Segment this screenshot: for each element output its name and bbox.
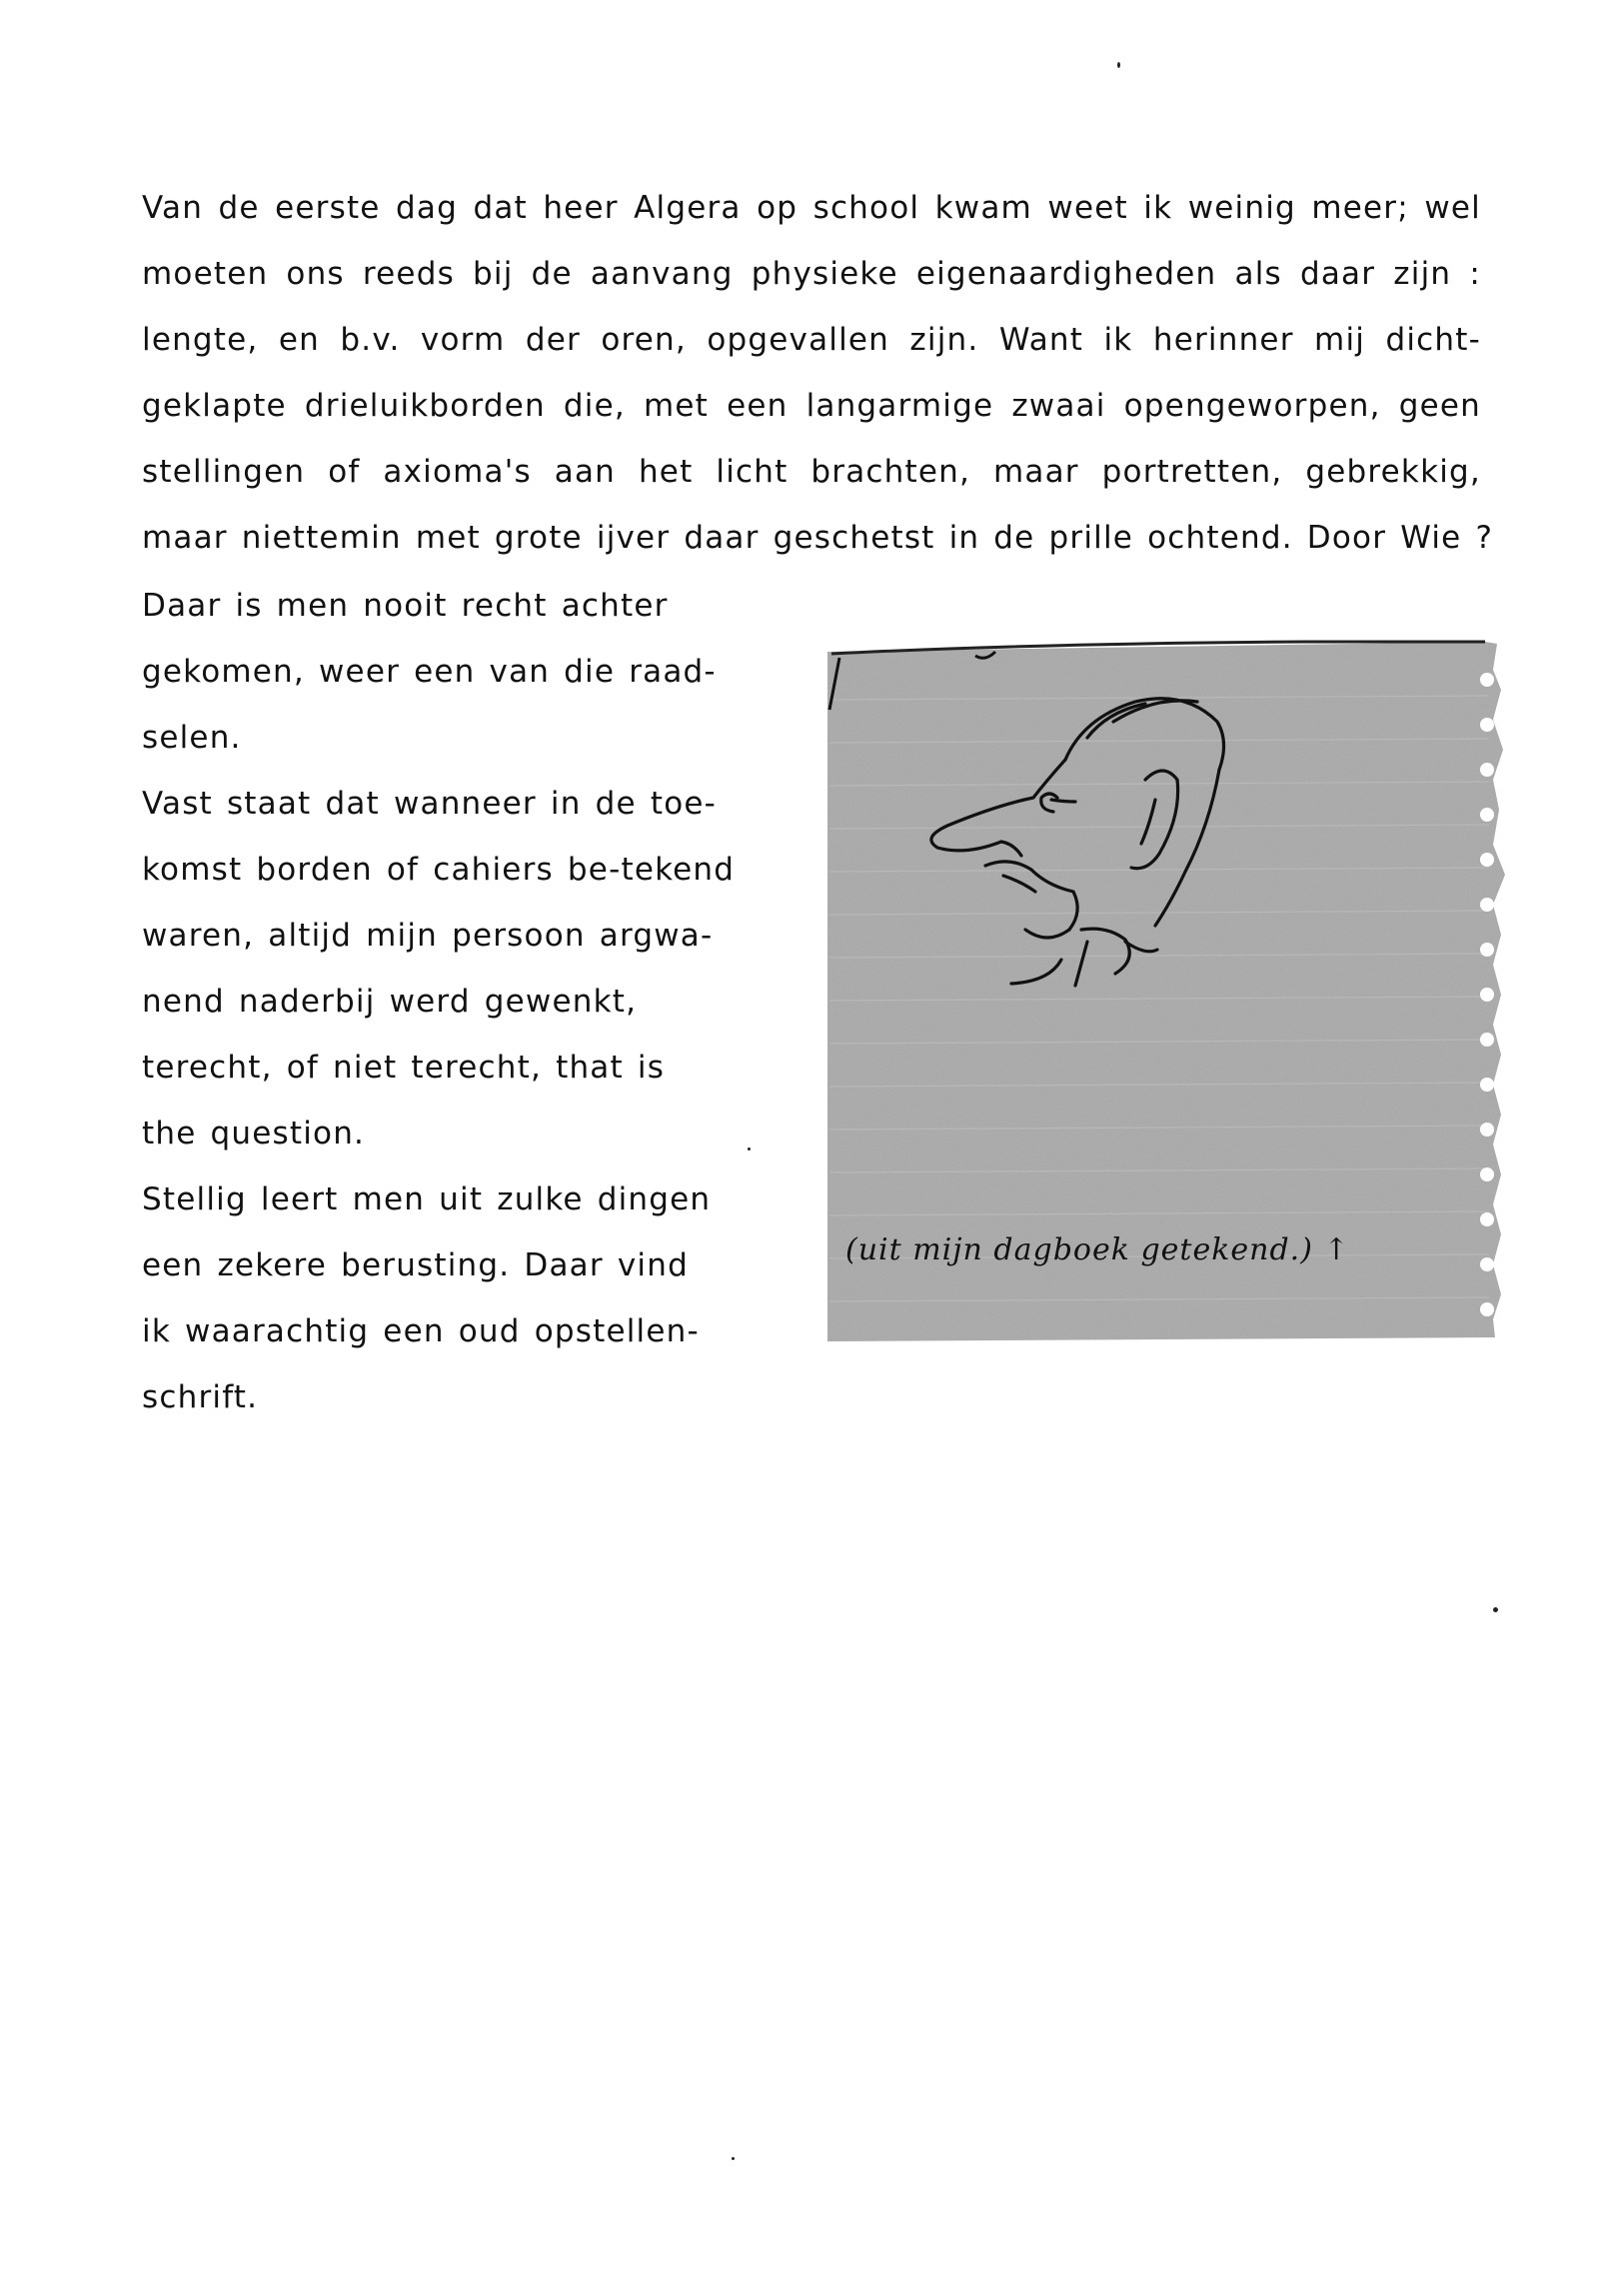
text-line-6: maar niettemin met grote ijver daar geschetst in de prille ochtend. Door Wie ?: [142, 520, 1494, 556]
scan-speck: [732, 2157, 735, 2160]
column-line-9: the question.: [142, 1116, 366, 1151]
scan-speck: [1117, 62, 1120, 68]
text-line-3: lengte, en b.v. vorm der oren, opgevallen zijn. Want ik herinner mij dicht-: [142, 322, 1481, 358]
column-line-5: komst borden of cahiers be-tekend: [142, 852, 736, 888]
perforation-holes: [1480, 673, 1494, 1316]
column-line-1: Daar is men nooit recht achter: [142, 588, 669, 624]
column-line-8: terecht, of niet terecht, that is: [142, 1050, 666, 1086]
column-line-11: een zekere berusting. Daar vind: [142, 1247, 689, 1283]
text-line-1: Van de eerste dag dat heer Algera op school kwam weet ik weinig meer; wel: [142, 190, 1481, 226]
text-line-4: geklapte drieluikborden die, met een langarmige zwaai opengeworpen, geen: [142, 388, 1481, 424]
text-line-2: moeten ons reeds bij de aanvang physieke eigenaardigheden als daar zijn :: [142, 256, 1481, 292]
column-line-4: Vast staat dat wanneer in de toe-: [142, 786, 718, 822]
column-line-2: gekomen, weer een van die raad-: [142, 654, 717, 690]
column-line-6: waren, altijd mijn persoon argwa-: [142, 918, 714, 954]
column-line-13: schrift.: [142, 1379, 259, 1415]
column-line-12: ik waarachtig een oud opstellen-: [142, 1313, 700, 1349]
column-line-10: Stellig leert men uit zulke dingen: [142, 1181, 712, 1217]
column-line-7: nend naderbij werd gewenkt,: [142, 984, 638, 1020]
scan-speck: [748, 1148, 751, 1150]
text-line-5: stellingen of axioma's aan het licht brachten, maar portretten, gebrekkig,: [142, 454, 1481, 490]
scan-speck: [1493, 1607, 1498, 1612]
sketch-caption: (uit mijn dagboek getekend.) ↑: [845, 1232, 1350, 1267]
caricature-sketch: [825, 630, 1515, 1341]
column-line-3: selen.: [142, 720, 242, 756]
